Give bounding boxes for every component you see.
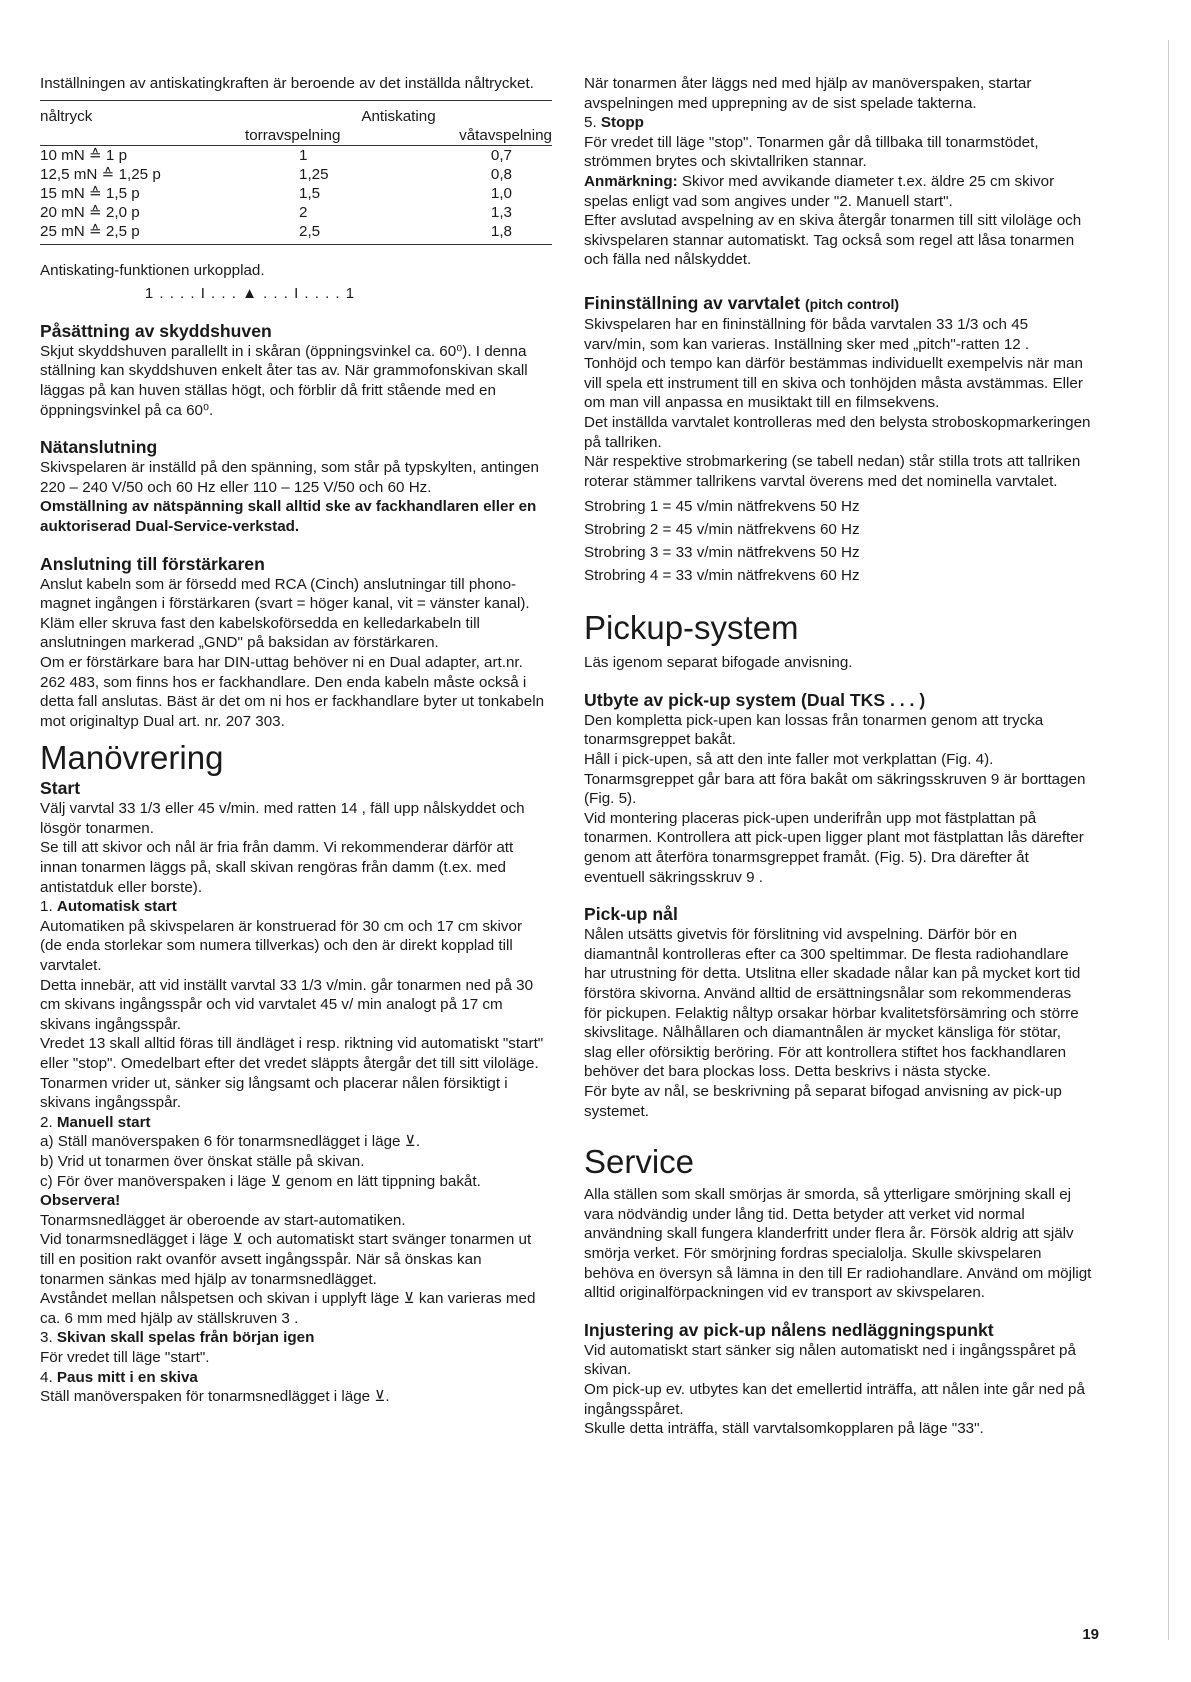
auto-start-text-3: Vredet 13 skall alltid föras till ändläget i resp. riktning vid automatiskt "start" eller "stop". Omedelbart efter det vredet släppts återgår det till sitt viloläge. Tonarmen vrider ut, sänker sig långsamt och placerar nålen försiktigt i skivans ingångsspår. — [40, 1035, 544, 1112]
tks-text-3: Tonarmsgreppet går bara att föra bakåt om säkringsskruven 9 är borttagen (Fig. 5). — [584, 770, 1086, 808]
pickup-text: Läs igenom separat bifogade anvisning. — [584, 654, 853, 672]
col-header-dry: torravspelning — [245, 126, 341, 144]
section-title-forstarkare: Anslutning till förstärkaren — [40, 553, 265, 574]
section-title-natanslutning: Nätanslutning — [40, 437, 158, 458]
manual-start-heading: 2. Manuell start — [40, 1113, 151, 1131]
table-row: 12,5 mN ≙ 1,25 p 1,25 0,8 — [40, 165, 512, 183]
section-title-nal: Pick-up nål — [584, 904, 678, 925]
strobe-line: Strobring 2 = 45 v/min nätfrekvens 60 Hz — [584, 521, 860, 539]
page-number: 19 — [1082, 1626, 1099, 1643]
forstarkare-text-2: Om er förstärkare bara har DIN-uttag behöver ni en Dual adapter, art.nr. 262 483, som finns hos er fackhandlare. Den enda kabeln måste också i detta fall anslutas. Bäst är det om ni hos er fackhandlare byter ut tonkabeln mot originaltyp Dual art. nr. 207 303. — [40, 653, 545, 730]
auto-start-text-2: Detta innebär, att vid inställt varvtal 33 1/3 v/min. går tonarmen ned på 30 cm skivans ingångsspår och vid varvtalet 45 v/ min analogt på 17 cm skivans ingångsspår. — [40, 976, 534, 1033]
stop-heading: 5. Stopp — [584, 114, 644, 132]
observera-text-3: Avståndet mellan nålspetsen och skivan i upplyft läge ⊻ kan varieras med ca. 6 mm med hjälp av ställskruven 3 . — [40, 1290, 536, 1327]
anmarkning-text-2: Efter avslutad avspelning av en skiva återgår tonarmen till sitt viloläge och skivspelaren stannar automatiskt. Tag också som regel att låsa tonarmen och fälla ned nålskyddet. — [584, 212, 1082, 269]
pitch-text-3: Det inställda varvtalet kontrolleras med den belysta stroboskopmarkeringen på tallriken. — [584, 413, 1091, 451]
manual-step-c: c) För över manöverspaken i läge ⊻ genom en lätt tippning bakåt. — [40, 1172, 481, 1190]
start-text-1: Välj varvtal 33 1/3 eller 45 v/min. med ratten 14 , fäll upp nålskyddet och lösgör tonarmen. — [40, 800, 525, 837]
tks-text-4: Vid montering placeras pick-upen underifrån upp mot fästplattan på tonarmen. Kontrollera att pick-upen ligger plant mot fästplattan lås därefter genom att återföra tonarmsgreppet framåt. (Fig. 5). Dra därefter åt eventuell säkringsskruv 9 . — [584, 809, 1084, 886]
right-column — [584, 74, 1092, 1439]
scan-margin-line — [1168, 40, 1169, 1640]
paus-text: Ställ manöverspaken för tonarmsnedlägget i läge ⊻. — [40, 1388, 390, 1406]
col-header-wet: våtavspelning — [459, 126, 552, 144]
section-title-skyddshuv: Påsättning av skyddshuven — [40, 320, 272, 341]
heading-service: Service — [584, 1143, 695, 1181]
antiskating-table — [40, 100, 552, 245]
injustering-text-2: Om pick-up ev. utbytes kan det emellertid inträffa, att nålen inte går ned på ingångsspåret. — [584, 1380, 1085, 1418]
left-column — [40, 74, 552, 1407]
service-text: Alla ställen som skall smörjas är smorda, så ytterligare smörjning skall ej vara nödvändig under lång tid. Detta betyder att verket vid normal användning skall fungera klanderfritt under flera år. Försök aldrig att själv smörja verket. För smörjning fordras specialolja. Skulle skivspelaren behöva en översyn så lämna in den till Er radiohandlare. Använd om möjligt alltid originalförpackningen vid ev transport av skivspelaren. — [584, 1186, 1092, 1302]
col-header-force: nåltryck — [40, 107, 93, 125]
strobe-line: Strobring 1 = 45 v/min nätfrekvens 50 Hz — [584, 498, 860, 516]
skyddshuv-text: Skjut skyddshuven parallellt in i skåran (öppningsvinkel ca. 60⁰). I denna ställning kan skyddshuven enkelt åter tas av. När grammofonskivan skall läggas på kan huven ställas högt, och förblir då fritt stående med en öppningsvinkel på ca 60⁰. — [40, 342, 528, 419]
tks-text-2: Håll i pick-upen, så att den inte faller mot verkplattan (Fig. 4). — [584, 751, 994, 769]
manual-step-a: a) Ställ manöverspaken 6 för tonarmsnedlägget i läge ⊻. — [40, 1133, 421, 1151]
col-header-antiskating: Antiskating — [361, 107, 436, 125]
heading-pickup-system: Pickup-system — [584, 609, 799, 647]
intro-text: Inställningen av antiskatingkraften är beroende av det inställda nåltrycket. — [40, 75, 534, 92]
injustering-text-1: Vid automatiskt start sänker sig nålen automatiskt ned i ingångsspåret på skivan. — [584, 1341, 1076, 1379]
continue-text: När tonarmen åter läggs ned med hjälp av manöverspaken, startar avspelningen med upprepning av de sist spelade takterna. — [584, 75, 1032, 112]
anmarkning-text: Anmärkning: Skivor med avvikande diameter t.ex. äldre 25 cm skivor spelas enligt vad som angives under "2. Manuell start". — [584, 172, 1055, 210]
strobe-line: Strobring 3 = 33 v/min nätfrekvens 50 Hz — [584, 544, 860, 562]
section-title-start: Start — [40, 778, 81, 799]
antiskating-scale: 1 . . . . I . . . ▲ . . . I . . . . 1 — [144, 285, 356, 303]
again-text: För vredet till läge "start". — [40, 1348, 210, 1366]
observera-text-2: Vid tonarmsnedlägget i läge ⊻ och automatiskt start svänger tonarmen ut till en position rakt ovanför avsett ingångsspår. När så önskas kan tonarmen sänkas med hjälp av tonarmsnedlägget. — [40, 1231, 532, 1288]
table-row: 15 mN ≙ 1,5 p 1,5 1,0 — [40, 184, 512, 202]
paus-heading: 4. Paus mitt i en skiva — [40, 1368, 198, 1386]
section-title-injustering: Injustering av pick-up nålens nedläggningspunkt — [584, 1319, 994, 1340]
manual-step-b: b) Vrid ut tonarmen över önskat ställe på skivan. — [40, 1152, 365, 1170]
pitch-text-2: Tonhöjd och tempo kan därför bestämmas individuellt exempelvis när man vill spela ett instrument till en skiva och tonhöjden måsta avstämmas. Eller om man vill anpassa en musiktakt till en filmsekvens. — [584, 355, 1083, 412]
stop-text: För vredet till läge "stop". Tonarmen går då tillbaka till tonarmstödet, strömmen brytes och skivtallriken stannar. — [584, 133, 1039, 171]
auto-start-heading: 1. Automatisk start — [40, 898, 177, 916]
nal-text-2: För byte av nål, se beskrivning på separat bifogad anvisning av pick-up systemet. — [584, 1082, 1062, 1120]
natanslutning-warning: Omställning av nätspänning skall alltid ske av fackhandlaren eller en auktoriserad Dual-Service-verkstad. — [40, 498, 537, 535]
table-row: 20 mN ≙ 2,0 p 2 1,3 — [40, 203, 512, 221]
again-heading: 3. Skivan skall spelas från början igen — [40, 1329, 315, 1347]
heading-manovrering: Manövrering — [40, 739, 224, 777]
antiskating-off-text: Antiskating-funktionen urkopplad. — [40, 261, 265, 279]
forstarkare-text-1: Anslut kabeln som är försedd med RCA (Cinch) anslutningar till phono-magnet ingången i förstärkaren (svart = höger kanal, vit = vänster kanal). Kläm eller skruva fast den kabelskoförsedda en kelledarkabeln till anslutningen markerad „GND" på baksidan av förstärkaren. — [40, 575, 530, 652]
section-title-pitch: Fininställning av varvtalet (pitch control) — [584, 292, 900, 313]
pitch-text-4: När respektive strobmarkering (se tabell nedan) står stilla trots att tallriken roterar stämmer tallrikens varvtal överens med det nominella varvtalet. — [584, 453, 1081, 490]
observera-text-1: Tonarmsnedlägget är oberoende av start-automatiken. — [40, 1211, 406, 1229]
observera-heading: Observera! — [40, 1192, 121, 1210]
natanslutning-text: Skivspelaren är inställd på den spänning, som står på typskylten, antingen 220 – 240 V/50 och 60 Hz eller 110 – 125 V/50 och 60 Hz. — [40, 459, 539, 496]
section-title-tks: Utbyte av pick-up system (Dual TKS . . . ) — [584, 689, 926, 710]
tks-text-1: Den kompletta pick-upen kan lossas från tonarmen genom att trycka tonarmsgreppet bakåt. — [584, 711, 1044, 749]
nal-text-1: Nålen utsätts givetvis för förslitning vid avspelning. Därför bör en diamantnål kontrolleras efter ca 300 speltimmar. De flesta radiohandlare har utrustning för detta. Utslitna eller skadade nålar kan på mycket kort tid förstöra skivorna. Använd alltid de ersättningsnålar som rekommenderas för pickupen. Felaktig nåltyp orsakar hörbar kvalitetsförsämring och större skivslitage. Nålhållaren och diamantnålen är mycket känsliga för stötar, slag eller oförsiktig beröring. För att kontrollera stiftet hos fackhandlaren behöver det bara plockas loss. Detta beskrivs i nästa stycke. — [584, 926, 1081, 1081]
table-row: 25 mN ≙ 2,5 p 2,5 1,8 — [40, 222, 552, 245]
pitch-text-1: Skivspelaren har en fininställning för båda varvtalen 33 1/3 och 45 varv/min, som kan varieras. Inställning sker med „pitch"-ratten 12 . — [584, 315, 1030, 353]
strobe-line: Strobring 4 = 33 v/min nätfrekvens 60 Hz — [584, 567, 860, 585]
injustering-text-3: Skulle detta inträffa, ställ varvtalsomkopplaren på läge "33". — [584, 1420, 984, 1438]
table-row: 10 mN ≙ 1 p 1 0,7 — [40, 146, 512, 164]
auto-start-text-1: Automatiken på skivspelaren är konstruerad för 30 cm och 17 cm skivor (de enda storlekar som numera tillverkas) och den är direkt kopplad till varvtalet. — [40, 917, 522, 975]
start-text-2: Se till att skivor och nål är fria från damm. Vi rekommenderar därför att innan tonarmen läggs på, skall skivan rengöras från damm (t.ex. med antistatduk eller borste). — [40, 839, 514, 896]
